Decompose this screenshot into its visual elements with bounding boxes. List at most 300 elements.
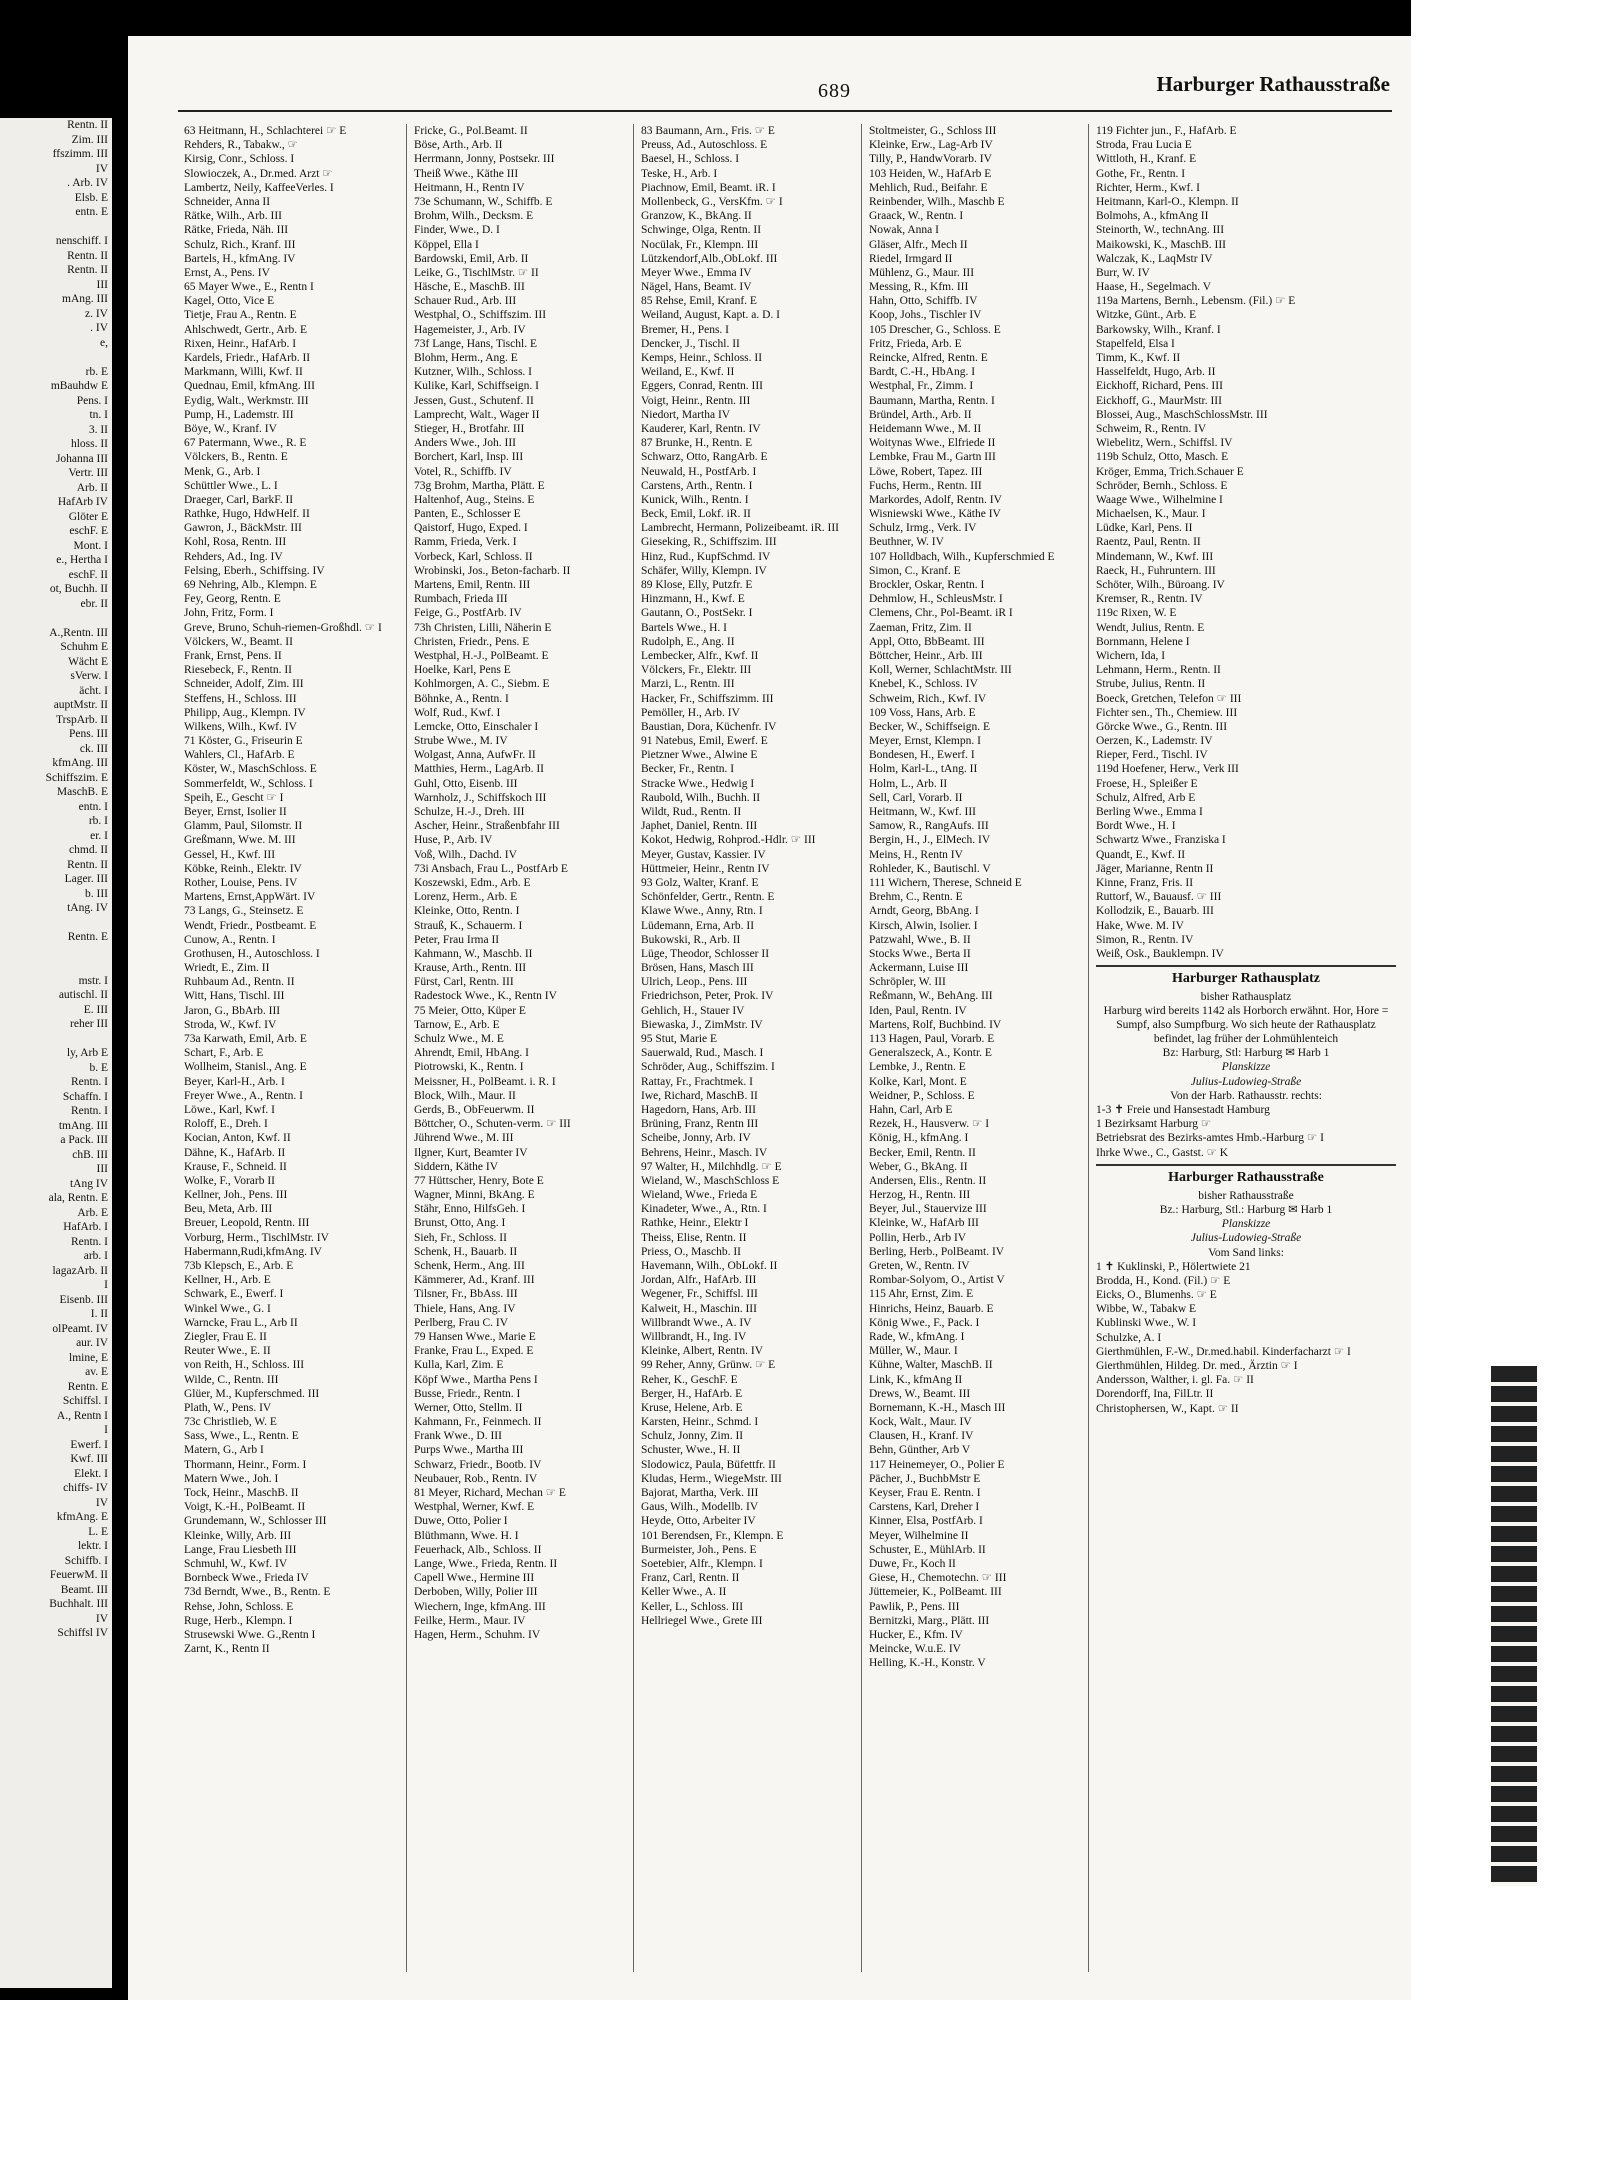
directory-entry: Ackermann, Luise III xyxy=(869,962,969,975)
directory-entry: Dorendorff, Ina, FilLtr. II xyxy=(1096,1388,1214,1401)
directory-entry: Schwartz Wwe., Franziska I xyxy=(1096,834,1226,847)
directory-entry: Bondesen, H., Ewerf. I xyxy=(869,749,975,762)
directory-entry: Brodda, H., Kond. (Fil.) ☞ E xyxy=(1096,1274,1231,1287)
directory-entry: Keyser, Frau E. Rentn. I xyxy=(869,1487,981,1499)
directory-entry: Gaus, Wilh., Modellb. IV xyxy=(641,1501,759,1514)
directory-entry: Brehm, C., Rentn. E xyxy=(869,891,963,904)
directory-entry: 117 Heinemeyer, O., Polier E xyxy=(869,1458,1005,1471)
directory-entry: Qaistorf, Hugo, Exped. I xyxy=(414,522,528,535)
directory-entry: Schröder, Aug., Schiffszim. I xyxy=(641,1061,775,1074)
directory-entry: 119c Rixen, W. E xyxy=(1096,607,1177,620)
directory-entry: Beu, Meta, Arb. III xyxy=(184,1203,273,1216)
directory-entry: Lamprecht, Walt., Wager II xyxy=(414,408,540,421)
book-spines-edge xyxy=(1491,1366,1537,1886)
previous-page-line: Schuhm E xyxy=(60,641,108,653)
directory-entry: Baesel, H., Schloss. I xyxy=(641,153,740,166)
directory-entry: Piachnow, Emil, Beamt. iR. I xyxy=(641,181,776,194)
directory-entry: Burr, W. IV xyxy=(1096,266,1150,279)
directory-entry: Arndt, Georg, BbAng. I xyxy=(869,905,979,918)
directory-entry: Capell Wwe., Hermine III xyxy=(414,1572,535,1585)
directory-entry: Böttcher, O., Schuten-verm. ☞ III xyxy=(414,1118,571,1131)
directory-entry: Stapelfeld, Elsa I xyxy=(1096,337,1175,350)
directory-entry: Kellner, Joh., Pens. III xyxy=(184,1189,288,1202)
directory-entry: Böttcher, Heinr., Arb. III xyxy=(869,649,983,662)
plan-street: Julius-Ludowieg-Straße xyxy=(1190,1232,1302,1245)
directory-entry: Raubold, Wilh., Buchh. II xyxy=(641,791,761,804)
directory-entry: Kahmann, Fr., Feinmech. II xyxy=(414,1416,542,1429)
directory-entry: Beyer, Karl-H., Arb. I xyxy=(184,1075,285,1088)
directory-entry: Tilsner, Fr., BbAss. III xyxy=(414,1288,518,1301)
directory-entry: 73 Langs, G., Steinsetz. E xyxy=(184,905,304,918)
directory-entry: Biewaska, J., ZimMstr. IV xyxy=(641,1018,763,1031)
directory-entry: Winkel Wwe., G. I xyxy=(184,1302,271,1315)
directory-entry: Werner, Otto, Stellm. II xyxy=(414,1401,523,1414)
directory-entry: Lambertz, Neily, KaffeeVerles. I xyxy=(184,181,334,194)
directory-entry: Gehlich, H., Stauer IV xyxy=(641,1004,745,1017)
previous-page-line: FeuerwM. II xyxy=(49,1569,108,1581)
directory-entry: Haltenhof, Aug., Steins. E xyxy=(414,493,535,506)
previous-page-line: a Pack. III xyxy=(60,1134,108,1146)
directory-entry: Koll, Werner, SchlachtMstr. III xyxy=(869,664,1012,677)
directory-entry: 119b Schulz, Otto, Masch. E xyxy=(1096,451,1229,464)
previous-page-line: z. IV xyxy=(85,307,108,320)
directory-entry: Iwe, Richard, MaschB. II xyxy=(641,1089,758,1102)
directory-entry: Walczak, K., LaqMstr IV xyxy=(1096,252,1213,265)
directory-entry: Kutzner, Wilh., Schloss. I xyxy=(414,366,533,379)
directory-entry: Wittloth, H., Kranf. E xyxy=(1096,153,1197,166)
previous-page-line: mAng. III xyxy=(62,293,108,305)
directory-entry: Jessen, Gust., Schutenf. II xyxy=(414,394,534,407)
directory-entry: Kirsig, Conr., Schloss. I xyxy=(184,153,295,166)
directory-entry: Gläser, Alfr., Mech II xyxy=(869,238,968,251)
directory-entry: Blossei, Aug., MaschSchlossMstr. III xyxy=(1096,408,1268,421)
directory-entry: Philipp, Aug., Klempn. IV xyxy=(184,706,306,719)
previous-page-line: 3. II xyxy=(88,423,108,436)
directory-entry: 93 Golz, Walter, Kranf. E xyxy=(641,876,759,889)
previous-page-line: IV xyxy=(95,1612,108,1625)
directory-entry: Feilke, Herm., Maur. IV xyxy=(414,1614,526,1627)
directory-entry: Neuwald, H., PostfArb. I xyxy=(641,465,757,478)
directory-entry: Schuster, E., MühlArb. II xyxy=(869,1543,986,1556)
directory-entry: Hinrichs, Heinz, Bauarb. E xyxy=(869,1302,994,1315)
directory-entry: Kröger, Emma, Trich.Schauer E xyxy=(1096,465,1244,478)
previous-page-line: Rentn. II xyxy=(67,858,108,871)
directory-entry: Heitmann, W., Kwf. III xyxy=(869,806,976,818)
directory-entry: Wolke, F., Vorarb II xyxy=(184,1174,275,1187)
directory-entry: König Wwe., F., Pack. I xyxy=(869,1316,980,1329)
directory-entry: Lüdemann, Erna, Arb. II xyxy=(641,919,755,932)
directory-entry: Iden, Paul, Rentn. IV xyxy=(869,1004,967,1017)
directory-entry: Bordt Wwe., H. I xyxy=(1096,820,1176,833)
directory-entry: Kalweit, H., Maschin. III xyxy=(641,1302,757,1315)
directory-entry: Brohm, Wilh., Decksm. E xyxy=(414,210,534,223)
directory-entry: Busse, Friedr., Rentn. I xyxy=(414,1387,521,1400)
directory-entry: Soetebier, Alfr., Klempn. I xyxy=(641,1557,763,1570)
directory-entry: Koszewski, Edm., Arb. E xyxy=(414,876,531,889)
directory-entry: Warnholz, J., Schiffskoch III xyxy=(414,791,547,804)
directory-entry: Strube, Julius, Rentn. II xyxy=(1096,678,1206,691)
directory-entry: Herzog, H., Rentn. III xyxy=(869,1189,971,1202)
directory-entry: Bajorat, Martha, Verk. III xyxy=(641,1487,759,1499)
directory-entry: Peter, Frau Irma II xyxy=(414,933,500,946)
directory-entry: Nowak, Anna I xyxy=(869,224,939,237)
directory-entry: Lemcke, Otto, Einschaler I xyxy=(414,720,539,733)
previous-page-line: lektr. I xyxy=(77,1540,108,1552)
column-3 xyxy=(641,124,854,1972)
directory-entry: Christen, Friedr., Pens. E xyxy=(414,635,530,648)
directory-entry: Stocks Wwe., Berta II xyxy=(869,947,971,960)
directory-entry: Becker, W., Schiffseign. E xyxy=(869,720,991,733)
directory-entry: Hasselfeldt, Hugo, Arb. II xyxy=(1096,366,1216,379)
directory-entry: Habermann,Rudi,kfmAng. IV xyxy=(184,1245,322,1258)
directory-entry: Vorburg, Herm., TischlMstr. IV xyxy=(184,1231,329,1244)
directory-entry: Rathke, Heinr., Elektr I xyxy=(641,1217,749,1230)
directory-entry: Heyde, Otto, Arbeiter IV xyxy=(641,1515,756,1528)
previous-page-line: I xyxy=(104,1424,108,1436)
directory-entry: Lützkendorf,Alb.,ObLokf. III xyxy=(641,252,778,265)
directory-entry: Voigt, Heinr., Rentn. III xyxy=(641,394,751,407)
directory-entry: Tilly, P., HandwVorarb. IV xyxy=(869,153,992,166)
directory-entry: Fricke, G., Pol.Beamt. II xyxy=(414,125,528,137)
directory-entry: Kunick, Wilh., Rentn. I xyxy=(641,493,749,506)
directory-entry: Brunst, Otto, Ang. I xyxy=(414,1217,506,1230)
directory-entry: Westphal, Fr., Zimm. I xyxy=(869,380,974,393)
directory-entry: Nägel, Hans, Beamt. IV xyxy=(641,281,752,294)
directory-entry: Sass, Wwe., L., Rentn. E xyxy=(184,1430,299,1443)
previous-page-line: Rentn. II xyxy=(67,249,108,262)
directory-entry: Zarnt, K., Rentn II xyxy=(184,1643,270,1656)
directory-entry: Witt, Hans, Tischl. III xyxy=(184,990,285,1003)
directory-entry: Piotrowski, K., Rentn. I xyxy=(414,1061,524,1074)
directory-entry: Tietje, Frau A., Rentn. E xyxy=(184,309,297,322)
directory-entry: Gierthmühlen, Hildeg. Dr. med., Ärztin ☞ I xyxy=(1096,1360,1298,1372)
section-subheading: bisher Rathausplatz xyxy=(1200,991,1292,1004)
directory-entry: Lange, Frau Liesbeth III xyxy=(184,1543,297,1556)
directory-entry: Hinzmann, H., Kwf. E xyxy=(641,593,745,606)
previous-page-line: Johanna III xyxy=(55,452,108,465)
directory-entry: 111 Wichern, Therese, Schneid E xyxy=(869,876,1022,889)
directory-entry: Warncke, Frau L., Arb II xyxy=(184,1316,298,1329)
previous-page-line xyxy=(0,220,112,235)
directory-entry: Carstens, Arth., Rentn. I xyxy=(641,479,753,492)
directory-entry: Westphal, O., Schiffszim. III xyxy=(414,309,547,322)
directory-entry: Sieh, Fr., Schloss. II xyxy=(414,1231,507,1244)
previous-page-line: ck. III xyxy=(79,742,108,755)
directory-entry: König, H., kfmAng. I xyxy=(869,1132,969,1145)
previous-page-line: e, xyxy=(100,336,108,349)
directory-entry: Borchert, Karl, Insp. III xyxy=(414,451,524,464)
directory-entry: Timm, K., Kwf. II xyxy=(1096,352,1181,364)
previous-page-line: b. III xyxy=(85,887,108,900)
previous-page-line: auptMstr. II xyxy=(53,699,108,711)
directory-entry: Votel, R., Schiffb. IV xyxy=(414,465,512,478)
directory-entry: Kauderer, Karl, Rentn. IV xyxy=(641,422,761,435)
directory-entry: Ahlschwedt, Gertr., Arb. E xyxy=(184,323,307,336)
directory-entry: Stähr, Enno, HilfsGeh. I xyxy=(414,1203,526,1216)
directory-entry: Weber, G., BkAng. II xyxy=(869,1160,968,1173)
directory-entry: Steinorth, W., technAng. III xyxy=(1096,224,1225,237)
directory-entry: Schönfelder, Gertr., Rentn. E xyxy=(641,891,775,904)
directory-entry: Betriebsrat des Bezirks-amtes Hmb.-Harburg ☞ I xyxy=(1096,1132,1324,1145)
column-4 xyxy=(869,124,1082,1972)
directory-entry: Frank Wwe., D. III xyxy=(414,1430,502,1443)
directory-entry: Meyer, Gustav, Kassier. IV xyxy=(641,848,766,861)
directory-entry: Plath, W., Pens. IV xyxy=(184,1401,272,1414)
directory-entry: Bernitzki, Marg., Plätt. III xyxy=(869,1614,990,1627)
column-divider xyxy=(1088,124,1089,1972)
directory-entry: Kleinke, W., HafArb III xyxy=(869,1217,979,1230)
column-1 xyxy=(184,124,397,1972)
directory-entry: Wieland, W., MaschSchloss E xyxy=(641,1174,780,1187)
directory-entry: Wilde, C., Rentn. III xyxy=(184,1373,279,1386)
directory-entry: Thormann, Heinr., Form. I xyxy=(184,1458,307,1471)
directory-entry: Schulz Wwe., M. E xyxy=(414,1033,504,1045)
directory-entry: Rathke, Hugo, HdwHelf. II xyxy=(184,508,310,521)
directory-entry: Jüttemeier, K., PolBeamt. III xyxy=(869,1586,1002,1599)
directory-entry: Kludas, Herm., WiegeMstr. III xyxy=(641,1472,782,1485)
directory-entry: 75 Meier, Otto, Küper E xyxy=(414,1004,526,1017)
directory-entry: Strube Wwe., M. IV xyxy=(414,735,508,748)
section-from: Vom Sand links: xyxy=(1208,1246,1284,1259)
directory-entry: Kardels, Friedr., HafArb. II xyxy=(184,352,311,364)
directory-entry: Eickhoff, G., MaurMstr. III xyxy=(1096,394,1222,407)
directory-entry: Kinadeter, Wwe., A., Rtn. I xyxy=(641,1203,767,1216)
directory-entry: Franz, Carl, Rentn. II xyxy=(641,1572,740,1585)
directory-entry: Lange, Wwe., Frieda, Rentn. II xyxy=(414,1557,558,1570)
previous-page-line xyxy=(0,959,112,974)
directory-entry: Theiß Wwe., Käthe III xyxy=(414,167,519,180)
directory-entry: Kohl, Rosa, Rentn. III xyxy=(184,536,287,549)
directory-entry: 89 Klose, Elly, Putzfr. E xyxy=(641,579,753,591)
directory-entry: Raeck, H., Fuhruntern. III xyxy=(1096,564,1216,577)
directory-entry: Mühlenz, G., Maur. III xyxy=(869,266,975,279)
directory-entry: Quednau, Emil, kfmAng. III xyxy=(184,380,315,393)
directory-entry: Witzke, Günt., Arb. E xyxy=(1096,309,1197,322)
directory-entry: 73g Brohm, Martha, Plätt. E xyxy=(414,479,545,492)
directory-entry: Jäger, Marianne, Rentn II xyxy=(1096,862,1214,875)
directory-entry: Kleinke, Erw., Lag-Arb IV xyxy=(869,139,993,152)
directory-entry: Leike, G., TischlMstr. ☞ II xyxy=(414,266,539,279)
directory-entry: Clausen, H., Kranf. IV xyxy=(869,1430,974,1443)
directory-entry: 73a Karwath, Emil, Arb. E xyxy=(184,1033,307,1045)
directory-entry: Blüthmann, Wwe. H. I xyxy=(414,1529,519,1542)
directory-entry: Berling Wwe., Emma I xyxy=(1096,806,1203,818)
directory-entry: Schenk, Herm., Ang. III xyxy=(414,1260,525,1272)
section-district: Bz.: Harburg, Stl.: Harburg ✉ Harb 1 xyxy=(1159,1203,1333,1216)
directory-entry: Hinz, Rud., KupfSchmd. IV xyxy=(641,550,771,563)
directory-entry: Duwe, Fr., Koch II xyxy=(869,1557,956,1570)
directory-entry: Blohm, Herm., Ang. E xyxy=(414,352,518,364)
previous-page-line: Schiffszim. E xyxy=(45,771,108,784)
directory-entry: Kublinski Wwe., W. I xyxy=(1096,1317,1197,1330)
directory-entry: Völckers, W., Beamt. II xyxy=(184,635,293,648)
directory-entry: Schweim, R., Rentn. IV xyxy=(1096,422,1207,435)
column-5-entries xyxy=(1096,124,1396,961)
directory-entry: Lambrecht, Hermann, Polizeibeamt. iR. III xyxy=(641,522,839,535)
directory-entry: Voigt, K.-H., PolBeamt. II xyxy=(184,1501,306,1514)
directory-entry: Christophersen, W., Kapt. ☞ II xyxy=(1096,1402,1239,1415)
directory-entry: Hucker, E., Kfm. IV xyxy=(869,1628,963,1641)
directory-entry: Schulz, Alfred, Arb E xyxy=(1096,791,1196,804)
column-divider xyxy=(861,124,862,1972)
directory-entry: 83 Baumann, Arn., Fris. ☞ E xyxy=(641,125,775,137)
previous-page-line: Glöter E xyxy=(68,510,108,523)
directory-entry: Richter, Herm., Kwf. I xyxy=(1096,181,1200,194)
section-rule xyxy=(1096,1164,1396,1166)
directory-entry: Kokot, Hedwig, Rohprod.-Hdlr. ☞ III xyxy=(641,834,816,847)
directory-entry: Willbrandt Wwe., A. IV xyxy=(641,1316,752,1329)
column-2 xyxy=(414,124,627,1972)
directory-entry: Bartels, H., kfmAng. IV xyxy=(184,252,296,265)
directory-entry: Radestock Wwe., K., Rentn IV xyxy=(414,990,557,1003)
directory-entry: Mehlich, Rud., Beifahr. E xyxy=(869,181,988,194)
directory-entry: Slowioczek, A., Dr.med. Arzt ☞ xyxy=(184,167,333,180)
directory-entry: Lüge, Theodor, Schlosser II xyxy=(641,947,770,960)
directory-entry: Schwarz, Otto, RangArb. E xyxy=(641,451,768,464)
directory-entry: Meins, H., Rentn IV xyxy=(869,848,963,861)
previous-page-line: Schaffn. I xyxy=(62,1090,108,1103)
previous-page-line: eschF. II xyxy=(68,568,108,581)
previous-page-line: entn. I xyxy=(78,800,108,813)
directory-entry: 81 Meyer, Richard, Mechan ☞ E xyxy=(414,1487,566,1499)
directory-entry: Maikowski, K., MaschB. III xyxy=(1096,238,1226,251)
directory-entry: 65 Mayer Wwe., E., Rentn I xyxy=(184,281,314,294)
directory-entry: Gessel, H., Kwf. III xyxy=(184,848,276,861)
directory-entry: Haase, H., Segelmach. V xyxy=(1096,281,1212,294)
previous-page-line xyxy=(0,916,112,931)
directory-entry: Wilkens, Wilh., Kwf. IV xyxy=(184,720,297,733)
directory-entry: Ramm, Frieda, Verk. I xyxy=(414,536,517,549)
directory-entry: Beyer, Jul., Stauervize III xyxy=(869,1203,987,1216)
directory-entry: Gerds, B., ObFeuerwm. II xyxy=(414,1103,535,1116)
directory-entry: 71 Köster, G., Friseurin E xyxy=(184,735,303,748)
previous-page-line: er. I xyxy=(90,829,108,842)
directory-entry: Brösen, Hans, Masch III xyxy=(641,962,754,975)
directory-entry: Rombar-Solyom, O., Artist V xyxy=(869,1274,1005,1287)
previous-page-line: Zim. III xyxy=(71,133,108,146)
directory-entry: Böse, Arth., Arb. II xyxy=(414,139,503,152)
directory-entry: Ilgner, Kurt, Beamter IV xyxy=(414,1146,528,1159)
directory-entry: Draeger, Carl, BarkF. II xyxy=(184,493,294,506)
previous-page-fragment xyxy=(0,118,112,1988)
plan-street: Julius-Ludowieg-Straße xyxy=(1190,1075,1302,1088)
previous-page-line: L. E xyxy=(88,1525,108,1538)
directory-entry: Heitmann, H., Rentn IV xyxy=(414,181,525,194)
directory-entry: Strusewski Wwe. G.,Rentn I xyxy=(184,1628,316,1641)
directory-entry: Grundemann, W., Schlosser III xyxy=(184,1515,327,1528)
directory-entry: Link, K., kfmAng II xyxy=(869,1373,963,1386)
directory-entry: 107 Holldbach, Wilh., Kupferschmied E xyxy=(869,550,1055,563)
directory-entry: Scheibe, Jonny, Arb. IV xyxy=(641,1132,751,1145)
directory-entry: Rehders, R., Tabakw., ☞ xyxy=(184,139,298,152)
directory-entry: Völckers, B., Rentn. E xyxy=(184,451,288,464)
directory-entry: Eicks, O., Blumenhs. ☞ E xyxy=(1096,1289,1217,1302)
previous-page-line: . Arb. IV xyxy=(67,177,108,189)
previous-page-line: e., Hertha I xyxy=(56,554,108,566)
previous-page-line: Kwf. III xyxy=(70,1453,108,1465)
directory-entry: Holm, L., Arb. II xyxy=(869,777,948,790)
directory-entry: Schneider, Anna II xyxy=(184,195,271,208)
column-divider xyxy=(633,124,634,1972)
directory-entry: Schröder, Bernh., Schloss. E xyxy=(1096,479,1228,492)
previous-page-line: lmine, E xyxy=(69,1351,108,1364)
directory-entry: 77 Hüttscher, Henry, Bote E xyxy=(414,1174,544,1187)
directory-entry: 1 Bezirksamt Harburg ☞ xyxy=(1096,1118,1212,1131)
directory-entry: Rudolph, E., Ang. II xyxy=(641,635,735,648)
directory-entry: Dencker, J., Tischl. II xyxy=(641,337,740,350)
directory-entry: Ulrich, Leop., Pens. III xyxy=(641,976,748,989)
previous-page-line: III xyxy=(96,278,108,291)
directory-entry: Ascher, Heinr., Straßenbfahr III xyxy=(414,820,560,833)
directory-entry: Slodowicz, Paula, Büfettfr. II xyxy=(641,1458,776,1471)
directory-entry: 119a Martens, Bernh., Lebensm. (Fil.) ☞ E xyxy=(1096,295,1296,308)
directory-entry: Tock, Heinr., MaschB. II xyxy=(184,1487,299,1499)
directory-entry: Graack, W., Rentn. I xyxy=(869,210,964,223)
directory-entry: Greten, W., Rentn. IV xyxy=(869,1260,970,1272)
directory-entry: Kühne, Walter, MaschB. II xyxy=(869,1359,993,1372)
directory-entry: Drews, W., Beamt. III xyxy=(869,1387,971,1400)
previous-page-line: av. E xyxy=(85,1366,108,1378)
directory-entry: Stroda, W., Kwf. IV xyxy=(184,1018,277,1031)
directory-entry: Riesebeck, F., Rentn. II xyxy=(184,664,292,677)
previous-page-line: Elekt. I xyxy=(74,1467,108,1480)
directory-entry: Weiß, Osk., Bauklempn. IV xyxy=(1096,947,1224,960)
directory-entry: Sommerfeldt, W., Schloss. I xyxy=(184,777,313,790)
directory-entry: Knebel, K., Schloss. IV xyxy=(869,678,978,691)
previous-page-line: Rentn. E xyxy=(67,1380,108,1393)
directory-entry: Preuss, Ad., Autoschloss. E xyxy=(641,139,768,152)
directory-entry: Messing, R., Kfm. III xyxy=(869,281,969,294)
directory-entry: Herrmann, Jonny, Postsekr. III xyxy=(414,153,555,166)
directory-entry: Carstens, Karl, Dreher I xyxy=(869,1501,980,1514)
directory-entry: 79 Hansen Wwe., Marie E xyxy=(414,1330,536,1343)
directory-entry: Hüttmeier, Heinr., Rentn IV xyxy=(641,862,770,875)
directory-entry: Kohlmorgen, A. C., Siebm. E xyxy=(414,678,550,691)
directory-entry: Kock, Walt., Maur. IV xyxy=(869,1416,972,1429)
previous-page-line: I. II xyxy=(90,1308,108,1320)
directory-entry: Wollheim, Stanisl., Ang. E xyxy=(184,1061,307,1074)
section-district: Bz: Harburg, Stl: Harburg ✉ Harb 1 xyxy=(1162,1047,1330,1060)
directory-entry: Pächer, J., BuchbMstr E xyxy=(869,1472,981,1485)
directory-entry: Rehders, Ad., Ing. IV xyxy=(184,550,283,563)
directory-entry: John, Fritz, Form. I xyxy=(184,607,274,620)
directory-entry: 1 ✝ Kuklinski, P., Hölertwiete 21 xyxy=(1096,1260,1251,1273)
directory-entry: Fey, Georg, Rentn. E xyxy=(184,593,281,606)
directory-entry: Kleinke, Willy, Arb. III xyxy=(184,1529,292,1542)
directory-entry: Böye, W., Kranf. IV xyxy=(184,422,277,435)
directory-entry: Quandt, E., Kwf. II xyxy=(1096,848,1186,861)
previous-page-line: ala, Rentn. E xyxy=(48,1192,108,1204)
previous-page-line: aur. IV xyxy=(76,1337,108,1349)
directory-entry: Jaron, G., BbArb. III xyxy=(184,1004,281,1017)
directory-entry: Niedort, Martha IV xyxy=(641,408,731,421)
directory-entry: Gierthmühlen, F.-W., Dr.med.habil. Kinderfacharzt ☞ I xyxy=(1096,1345,1351,1358)
directory-entry: Wegener, Fr., Schiffsl. III xyxy=(641,1288,758,1301)
column-5 xyxy=(1096,124,1396,1972)
header-rule xyxy=(178,110,1392,112)
directory-entry: Wendt, Julius, Rentn. E xyxy=(1096,621,1205,634)
directory-entry: Sauerwald, Rud., Masch. I xyxy=(641,1047,764,1060)
directory-entry: Hagemeister, J., Arb. IV xyxy=(414,323,526,336)
previous-page-line: tAng IV xyxy=(69,1177,108,1190)
directory-entry: Schöter, Wilh., Büroang. IV xyxy=(1096,579,1225,591)
directory-entry: 67 Patermann, Wwe., R. E xyxy=(184,437,307,450)
directory-entry: 73f Lange, Hans, Tischl. E xyxy=(414,337,537,350)
directory-entry: Thiele, Hans, Ang. IV xyxy=(414,1302,516,1315)
directory-entry: Patzwahl, Wwe., B. II xyxy=(869,933,971,946)
directory-entry: Andersen, Elis., Rentn. II xyxy=(869,1174,987,1187)
directory-entry: Clemens, Chr., Pol-Beamt. iR I xyxy=(869,607,1013,620)
